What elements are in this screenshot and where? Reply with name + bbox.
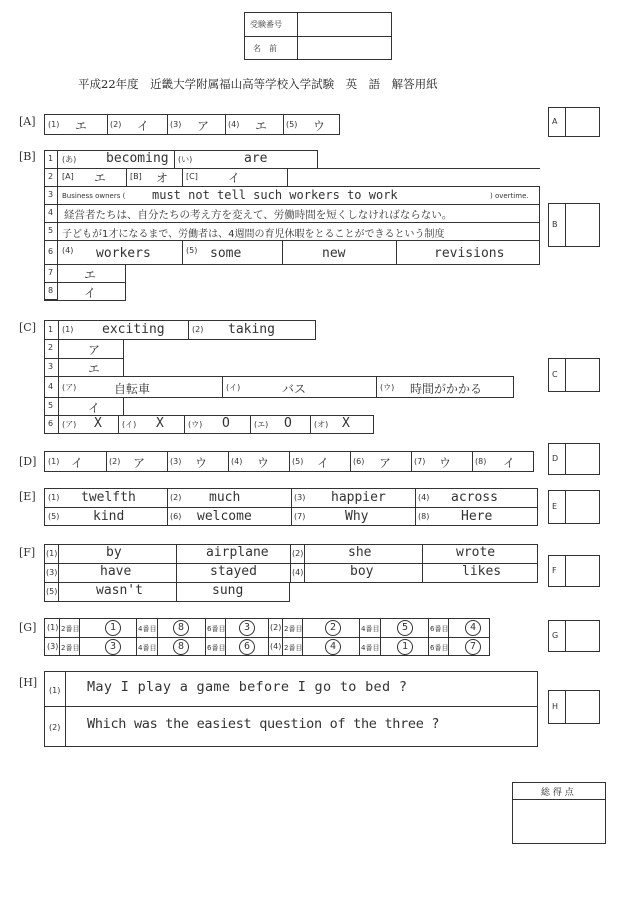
section-d-answers — [44, 451, 534, 472]
b3-prefix: Business owners ( — [62, 192, 126, 200]
b3-suffix: ) overtime. — [490, 192, 529, 200]
b2-num-c: [C] — [186, 172, 198, 181]
d-8-answer: イ — [503, 456, 516, 470]
f-5-answer-b: sung — [212, 583, 244, 598]
g-4-answer-6: 7 — [465, 639, 481, 655]
g-2-num: (2) — [270, 623, 282, 632]
f-4-answer-b: likes — [462, 564, 502, 579]
c6-answer-3: O — [222, 416, 230, 431]
f-4-answer-a: boy — [350, 564, 374, 579]
h-2-num: (2) — [49, 723, 61, 732]
c2-answer: ア — [88, 343, 101, 357]
d-7-num: (7) — [414, 457, 426, 466]
d-4-answer: ウ — [257, 456, 270, 470]
g-2-order-2: 2番目 — [284, 625, 303, 633]
c1-num-b: (2) — [192, 325, 204, 334]
a-3-num: (3) — [170, 120, 182, 129]
g-3-answer-6: 6 — [239, 639, 255, 655]
b2-num-a: [A] — [62, 172, 74, 181]
c1-answer-a: exciting — [102, 322, 165, 337]
g-1-answer-6: 3 — [239, 620, 255, 636]
g-3-order-4: 4番目 — [138, 644, 157, 652]
e-1-answer: twelfth — [81, 490, 136, 505]
a-4-num: (4) — [228, 120, 240, 129]
b1-num-b: (い) — [178, 155, 193, 164]
c6-answer-1: X — [94, 416, 102, 431]
d-4-num: (4) — [231, 457, 243, 466]
b-row-1: 1 — [48, 154, 54, 163]
g-2-answer-4: 5 — [397, 620, 413, 636]
c3-answer: エ — [88, 362, 101, 376]
c4-answer-b: バス — [282, 382, 307, 396]
d-5-num: (5) — [292, 457, 304, 466]
h-2-answer: Which was the easiest question of the three ? — [87, 716, 440, 732]
g-3-order-2: 2番目 — [61, 644, 80, 652]
g-1-order-6: 6番目 — [207, 625, 226, 633]
section-a-answers — [44, 114, 340, 135]
b6-answer-a: workers — [96, 246, 151, 261]
b7-answer: エ — [84, 268, 97, 282]
total-score-box — [512, 782, 606, 844]
e-2-answer: much — [209, 490, 241, 505]
g-2-answer-6: 4 — [465, 620, 481, 636]
d-1-answer: イ — [71, 456, 84, 470]
b2-num-b: [B] — [130, 172, 142, 181]
a-2-num: (2) — [110, 120, 122, 129]
f-1-num: (1) — [46, 549, 58, 558]
score-box-b — [548, 203, 600, 247]
f-3-num: (3) — [46, 568, 58, 577]
c4-answer-a: 自転車 — [114, 382, 151, 396]
c6-num-1: (ア) — [62, 420, 77, 429]
section-e-answers — [44, 488, 538, 526]
e-3-num: (3) — [294, 493, 306, 502]
c6-answer-4: O — [284, 416, 292, 431]
g-2-order-4: 4番目 — [361, 625, 380, 633]
g-4-num: (4) — [270, 642, 282, 651]
g-3-order-6: 6番目 — [207, 644, 226, 652]
section-f-label: [F] — [19, 546, 36, 559]
c5-answer: イ — [88, 401, 101, 415]
e-6-num: (6) — [170, 512, 182, 521]
d-2-answer: ア — [133, 456, 146, 470]
b5-answer: 子どもが1才になるまで、労働者は、4週間の育児休暇をとることができるという制度 — [62, 229, 445, 240]
score-box-c — [548, 358, 600, 392]
score-b-label: B — [552, 220, 558, 229]
e-2-num: (2) — [170, 493, 182, 502]
score-f-label: F — [552, 566, 557, 575]
e-5-num: (5) — [48, 512, 60, 521]
b6-answer-d: revisions — [434, 246, 505, 261]
f-4-num: (4) — [292, 568, 304, 577]
a-3-answer: ア — [197, 119, 210, 133]
score-g-label: G — [552, 631, 559, 640]
d-6-answer: ア — [379, 456, 392, 470]
b6-answer-b: some — [210, 246, 242, 261]
b-row-2: 2 — [48, 172, 54, 181]
b1-answer-a: becoming — [106, 151, 169, 166]
section-f-table — [44, 544, 538, 602]
b6-num-a: (4) — [62, 246, 74, 255]
score-box-h — [548, 690, 600, 724]
d-3-answer: ウ — [195, 456, 208, 470]
a-5-answer: ウ — [313, 119, 326, 133]
d-8-num: (8) — [475, 457, 487, 466]
b8-answer: イ — [84, 286, 97, 300]
g-1-order-4: 4番目 — [138, 625, 157, 633]
b-row-5: 5 — [48, 226, 54, 235]
c-row-5: 5 — [48, 401, 54, 410]
exam-number-label: 受験番号 — [250, 20, 282, 29]
c4-num-c: (ウ) — [380, 383, 395, 392]
b-row-8: 8 — [48, 286, 54, 295]
section-h-answers — [44, 671, 538, 747]
section-e-label: [E] — [19, 490, 36, 503]
c6-answer-5: X — [342, 416, 350, 431]
f-5-answer-a: wasn't — [96, 583, 143, 598]
c-row-3: 3 — [48, 362, 54, 371]
section-b-label: [B] — [19, 150, 36, 163]
section-c-label: [C] — [19, 321, 36, 334]
e-3-answer: happier — [331, 490, 386, 505]
score-box-e — [548, 490, 600, 524]
exam-info-box — [244, 12, 392, 60]
f-5-num: (5) — [46, 587, 58, 596]
b6-answer-c: new — [322, 246, 346, 261]
a-2-answer: イ — [137, 119, 150, 133]
section-h-label: [H] — [19, 676, 38, 689]
g-1-answer-4: 8 — [173, 620, 189, 636]
score-box-a — [548, 107, 600, 137]
section-c-table — [44, 320, 514, 434]
b-row-7: 7 — [48, 268, 54, 277]
b1-num-a: (あ) — [62, 155, 77, 164]
a-4-answer: エ — [255, 119, 268, 133]
c4-answer-c: 時間がかかる — [410, 382, 483, 396]
f-3-answer-a: have — [100, 564, 132, 579]
e-8-answer: Here — [461, 509, 493, 524]
section-g-label: [G] — [19, 621, 37, 634]
e-4-num: (4) — [418, 493, 430, 502]
score-box-f — [548, 555, 600, 587]
e-7-num: (7) — [294, 512, 306, 521]
section-b-table — [44, 150, 540, 300]
d-1-num: (1) — [48, 457, 60, 466]
g-2-answer-2: 2 — [325, 620, 341, 636]
c-row-6: 6 — [48, 419, 54, 428]
d-2-num: (2) — [109, 457, 121, 466]
f-2-answer-a: she — [348, 545, 372, 560]
c6-num-2: (イ) — [122, 420, 137, 429]
g-4-order-4: 4番目 — [361, 644, 380, 652]
g-1-order-2: 2番目 — [61, 625, 80, 633]
a-1-num: (1) — [48, 120, 60, 129]
h-1-num: (1) — [49, 686, 61, 695]
c-row-4: 4 — [48, 382, 54, 391]
g-3-answer-4: 8 — [173, 639, 189, 655]
page-title: 平成22年度 近畿大学附属福山高等学校入学試験 英 語 解答用紙 — [78, 77, 438, 91]
section-g-answers — [44, 618, 490, 656]
f-3-answer-b: stayed — [210, 564, 257, 579]
a-5-num: (5) — [286, 120, 298, 129]
g-4-answer-2: 4 — [325, 639, 341, 655]
e-4-answer: across — [451, 490, 498, 505]
h-1-answer: May I play a game before I go to bed ? — [87, 679, 408, 695]
score-c-label: C — [552, 370, 558, 379]
g-1-answer-2: 1 — [105, 620, 121, 636]
g-4-order-6: 6番目 — [430, 644, 449, 652]
b-row-3: 3 — [48, 190, 54, 199]
a-1-answer: エ — [75, 119, 88, 133]
f-1-answer-b: airplane — [206, 545, 269, 560]
b2-answer-a: エ — [94, 171, 107, 185]
score-box-d — [548, 443, 600, 475]
section-a-label: [A] — [19, 115, 36, 128]
g-4-answer-4: 1 — [397, 639, 413, 655]
score-h-label: H — [552, 702, 559, 711]
score-d-label: D — [552, 454, 559, 463]
b3-answer: must not tell such workers to work — [152, 188, 398, 202]
f-2-num: (2) — [292, 549, 304, 558]
b2-answer-b: オ — [156, 171, 169, 185]
f-2-answer-b: wrote — [456, 545, 496, 560]
f-1-answer-a: by — [106, 545, 122, 560]
c6-num-5: (オ) — [314, 420, 329, 429]
name-label: 名 前 — [253, 44, 277, 53]
e-7-answer: Why — [345, 509, 369, 524]
c4-num-a: (ア) — [62, 383, 77, 392]
b4-answer: 経営者たちは、自分たちの考え方を変えて、労働時間を短くしなければならない。 — [64, 209, 453, 221]
g-1-num: (1) — [47, 623, 59, 632]
c1-num-a: (1) — [62, 325, 74, 334]
e-1-num: (1) — [48, 493, 60, 502]
g-2-order-6: 6番目 — [430, 625, 449, 633]
c6-answer-2: X — [156, 416, 164, 431]
c1-answer-b: taking — [228, 322, 275, 337]
e-8-num: (8) — [418, 512, 430, 521]
d-3-num: (3) — [170, 457, 182, 466]
total-score-label: 総 得 点 — [541, 788, 574, 798]
d-7-answer: ウ — [439, 456, 452, 470]
g-3-num: (3) — [47, 642, 59, 651]
g-4-order-2: 2番目 — [284, 644, 303, 652]
section-d-label: [D] — [19, 455, 37, 468]
g-3-answer-2: 3 — [105, 639, 121, 655]
score-box-g — [548, 620, 600, 652]
c6-num-3: (ウ) — [188, 420, 203, 429]
b-row-4: 4 — [48, 208, 54, 217]
b6-num-b: (5) — [186, 246, 198, 255]
c6-num-4: (エ) — [254, 420, 269, 429]
e-5-answer: kind — [93, 509, 125, 524]
d-6-num: (6) — [353, 457, 365, 466]
c-row-1: 1 — [48, 325, 54, 334]
score-e-label: E — [552, 502, 558, 511]
d-5-answer: イ — [317, 456, 330, 470]
b2-answer-c: イ — [228, 171, 241, 185]
e-6-answer: welcome — [197, 509, 252, 524]
b1-answer-b: are — [244, 151, 268, 166]
c4-num-b: (イ) — [226, 383, 241, 392]
c-row-2: 2 — [48, 343, 54, 352]
score-a-label: A — [552, 117, 558, 126]
b-row-6: 6 — [48, 247, 54, 256]
